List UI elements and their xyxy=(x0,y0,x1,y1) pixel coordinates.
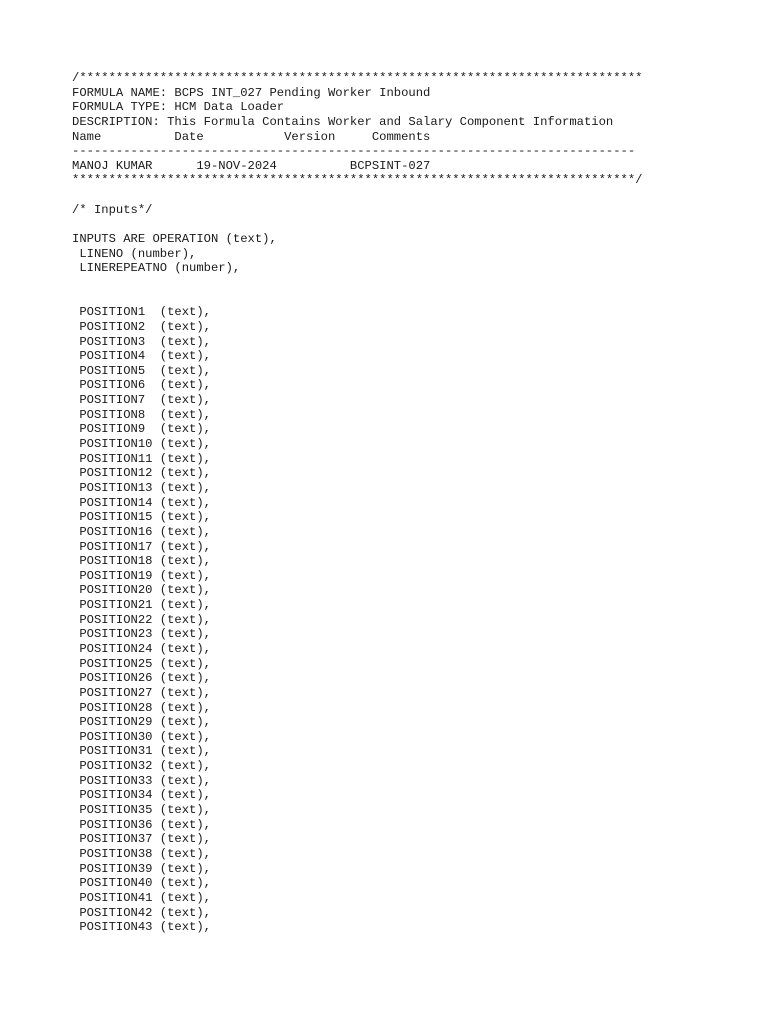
position-input-line: POSITION31 (text), xyxy=(72,744,211,759)
formula-name-line: FORMULA NAME: BCPS INT_027 Pending Worker Inbound xyxy=(72,85,431,100)
header-open-rule: /***************************************************************************** xyxy=(72,71,643,85)
formula-type-line: FORMULA TYPE: HCM Data Loader xyxy=(72,100,285,115)
position-input-line: POSITION12 (text), xyxy=(72,466,211,481)
position-input-line: POSITION15 (text), xyxy=(72,510,211,525)
position-input-line: POSITION29 (text), xyxy=(72,715,211,730)
position-input-line: POSITION36 (text), xyxy=(72,817,211,832)
position-input-line: POSITION18 (text), xyxy=(72,554,211,569)
position-input-line: POSITION2 (text), xyxy=(72,319,211,334)
position-inputs-list xyxy=(72,305,752,935)
inputs-linerepeatno-line: LINEREPEATNO (number), xyxy=(72,261,241,276)
header-comment-block xyxy=(72,71,752,188)
header-close-rule: *****************************************************************************/ xyxy=(72,173,643,188)
blank-line xyxy=(72,291,752,306)
description-line: DESCRIPTION: This Formula Contains Worker and Salary Component Information xyxy=(72,114,614,129)
blank-line xyxy=(72,276,752,291)
position-input-line: POSITION20 (text), xyxy=(72,583,211,598)
position-input-line: POSITION32 (text), xyxy=(72,759,211,774)
formula-document xyxy=(72,71,752,935)
position-input-line: POSITION25 (text), xyxy=(72,656,211,671)
position-input-line: POSITION34 (text), xyxy=(72,788,211,803)
position-input-line: POSITION6 (text), xyxy=(72,378,211,393)
position-input-line: POSITION16 (text), xyxy=(72,524,211,539)
position-input-line: POSITION40 (text), xyxy=(72,876,211,891)
position-input-line: POSITION8 (text), xyxy=(72,407,211,422)
position-input-line: POSITION13 (text), xyxy=(72,480,211,495)
position-input-line: POSITION33 (text), xyxy=(72,773,211,788)
position-input-line: POSITION9 (text), xyxy=(72,422,211,437)
position-input-line: POSITION11 (text), xyxy=(72,451,211,466)
position-input-line: POSITION7 (text), xyxy=(72,393,211,408)
position-input-line: POSITION4 (text), xyxy=(72,349,211,364)
position-input-line: POSITION37 (text), xyxy=(72,832,211,847)
inputs-operation-line: INPUTS ARE OPERATION (text), xyxy=(72,232,277,247)
inputs-comment: /* Inputs*/ xyxy=(72,202,153,217)
position-input-line: POSITION23 (text), xyxy=(72,627,211,642)
position-input-line: POSITION10 (text), xyxy=(72,437,211,452)
position-input-line: POSITION41 (text), xyxy=(72,890,211,905)
history-dash-rule: ----------------------------------------------------------------------------- xyxy=(72,144,636,159)
position-input-line: POSITION42 (text), xyxy=(72,905,211,920)
position-input-line: POSITION19 (text), xyxy=(72,568,211,583)
position-input-line: POSITION14 (text), xyxy=(72,495,211,510)
position-input-line: POSITION35 (text), xyxy=(72,803,211,818)
position-input-line: POSITION43 (text), xyxy=(72,920,211,935)
position-input-line: POSITION30 (text), xyxy=(72,729,211,744)
position-input-line: POSITION17 (text), xyxy=(72,539,211,554)
position-input-line: POSITION5 (text), xyxy=(72,363,211,378)
position-input-line: POSITION38 (text), xyxy=(72,846,211,861)
inputs-lineno-line: LINENO (number), xyxy=(72,246,197,261)
position-input-line: POSITION27 (text), xyxy=(72,685,211,700)
position-input-line: POSITION1 (text), xyxy=(72,305,211,320)
position-input-line: POSITION24 (text), xyxy=(72,641,211,656)
history-column-headers: Name Date Version Comments xyxy=(72,129,431,144)
position-input-line: POSITION26 (text), xyxy=(72,671,211,686)
position-input-line: POSITION3 (text), xyxy=(72,334,211,349)
history-row: MANOJ KUMAR 19-NOV-2024 BCPSINT-027 xyxy=(72,158,431,173)
position-input-line: POSITION39 (text), xyxy=(72,861,211,876)
blank-line xyxy=(72,188,752,203)
blank-line xyxy=(72,217,752,232)
inputs-declaration xyxy=(72,232,752,276)
position-input-line: POSITION22 (text), xyxy=(72,612,211,627)
position-input-line: POSITION28 (text), xyxy=(72,700,211,715)
position-input-line: POSITION21 (text), xyxy=(72,598,211,613)
